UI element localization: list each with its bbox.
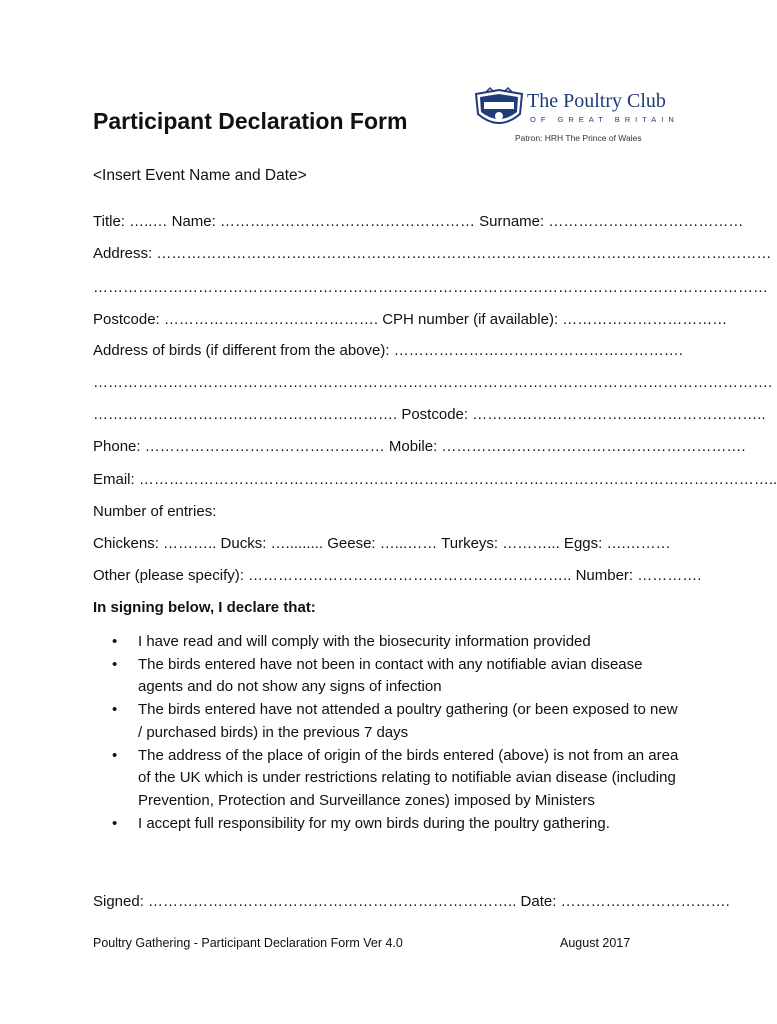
number-of-entries-label: Number of entries: (93, 503, 217, 520)
bullet-icon: • (112, 814, 118, 832)
bullet-icon: • (112, 746, 118, 764)
list-item: • The birds entered have not attended a poultry gathering (or been exposed to new / purchased birds) in the previous 7 days (112, 701, 678, 741)
birds-address-field[interactable]: Address of birds (if different from the above): …………………………………………………. (93, 342, 683, 359)
patron-line: Patron: HRH The Prince of Wales (515, 133, 642, 143)
address-continuation-field[interactable]: ……………………………………………………………………………………………………………………… (93, 279, 768, 296)
birds-postcode-field[interactable]: ……………………………………………………. Postcode: ………………………………………………….. (93, 406, 766, 423)
page-title: Participant Declaration Form (93, 108, 408, 134)
footer-form-version: Poultry Gathering - Participant Declaration Form Ver 4.0 (93, 936, 403, 950)
postcode-cph-field[interactable]: Postcode: ……………………………………. CPH number (if available): …………………………… (93, 311, 728, 328)
other-entries-field[interactable]: Other (please specify): ……………………………………………………….. Number: …………. (93, 567, 702, 584)
bullet-icon: • (112, 633, 118, 650)
signature-date-field[interactable]: Signed: ……………………………………………………………….. Date: ……………………………. (93, 893, 730, 910)
email-field[interactable]: Email: ……………………………………………………………………………………………………………….. (93, 471, 777, 488)
declaration-list (112, 631, 682, 835)
declaration-heading: In signing below, I declare that: (93, 599, 316, 616)
phone-mobile-field[interactable]: Phone: ………………………………………… Mobile: ……………………………………………………. (93, 438, 746, 455)
list-item: • I have read and will comply with the biosecurity information provided (112, 631, 682, 654)
club-subtitle: OF GREAT BRITAIN (530, 115, 679, 124)
list-item: • The birds entered have not been in contact with any notifiable avian disease agents and do not show any signs of infection (112, 655, 643, 696)
title-name-surname-field[interactable]: Title: …..… Name: …………………………………………… Surname: ………………………………… (93, 213, 744, 230)
bullet-icon: • (112, 655, 118, 673)
club-name: The Poultry Club (527, 90, 666, 112)
crest-icon (472, 88, 526, 132)
event-name-placeholder[interactable]: <Insert Event Name and Date> (93, 167, 307, 184)
address-field[interactable]: Address: …………………………………………………………………………………………………………… (93, 245, 772, 262)
entries-counts-field[interactable]: Chickens: ……….. Ducks: …......... Geese: …...…… Turkeys: ………... Eggs: ….……… (93, 535, 671, 552)
list-item: • I accept full responsibility for my own birds during the poultry gathering. (112, 813, 682, 836)
list-item: • The address of the place of origin of the birds entered (above) is not from an area of the UK which is under restrictions relating to notifiable avian disease (including Prevention, Protection and Surveillance zones) imposed by Ministers (112, 746, 679, 809)
birds-address-continuation-field[interactable]: ………………………………………………………………………………………………………………………. (93, 374, 773, 391)
footer-date: August 2017 (560, 936, 631, 950)
bullet-icon: • (112, 701, 118, 719)
